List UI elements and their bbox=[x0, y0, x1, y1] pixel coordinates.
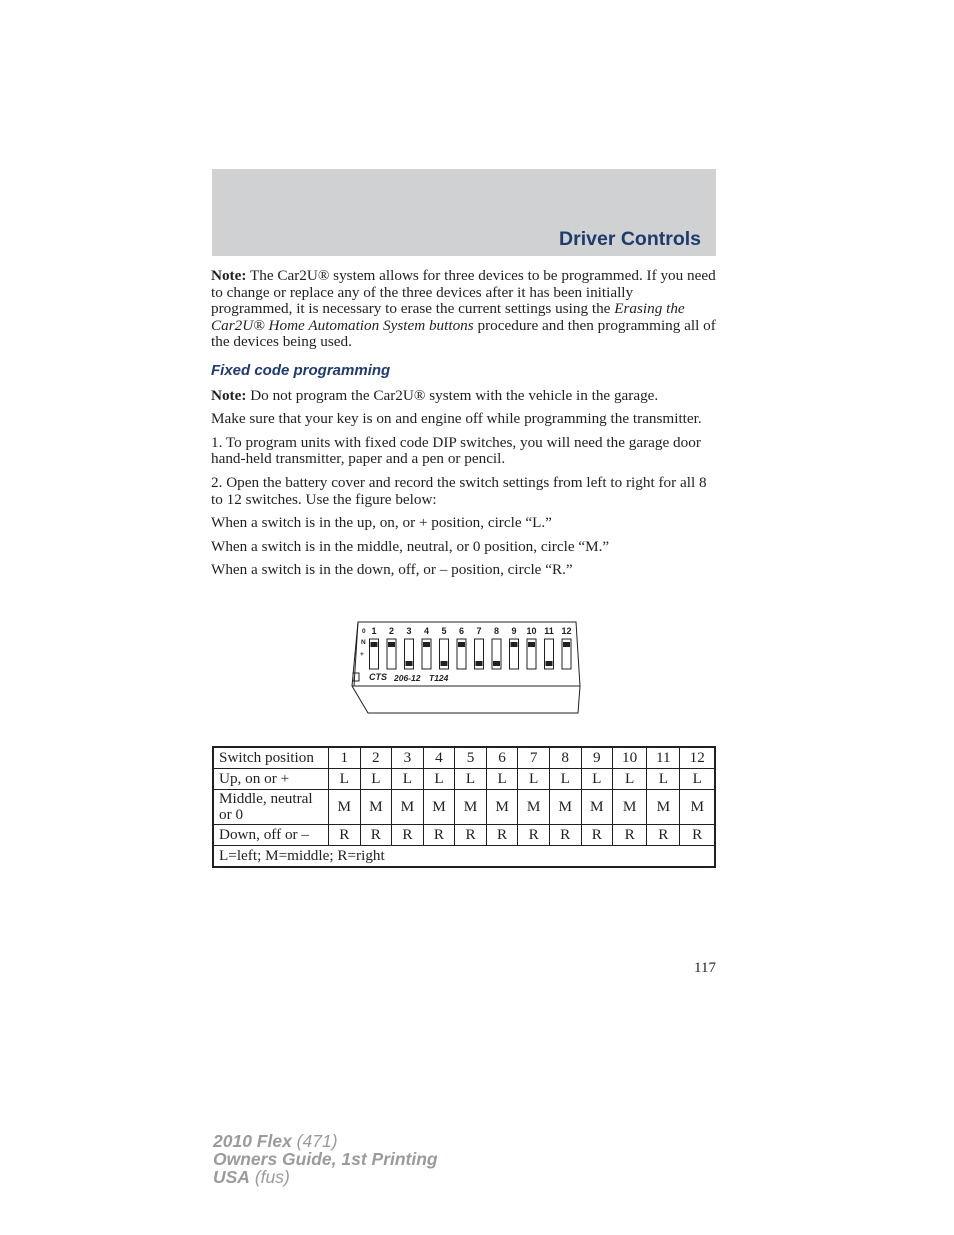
table-cell: R bbox=[680, 825, 715, 846]
switch-number: 8 bbox=[493, 626, 500, 636]
table-cell: M bbox=[392, 790, 424, 825]
switch-knob bbox=[546, 661, 553, 666]
table-cell: L bbox=[581, 769, 613, 790]
switch-side-label: + bbox=[360, 651, 364, 658]
switch-knob bbox=[493, 661, 500, 666]
switch-number: 1 bbox=[371, 626, 377, 636]
table-cell: R bbox=[392, 825, 424, 846]
table-cell: M bbox=[423, 790, 455, 825]
table-cell: R bbox=[613, 825, 647, 846]
table-cell: L bbox=[549, 769, 581, 790]
subheading: Fixed code programming bbox=[211, 361, 391, 379]
note-emphasis: Erasing the Car2U® Home Automation System buttons bbox=[211, 300, 685, 334]
switch-number: 7 bbox=[476, 626, 482, 636]
table-cell: 5 bbox=[455, 747, 487, 769]
table-cell: M bbox=[518, 790, 550, 825]
body-content bbox=[211, 268, 717, 586]
switch-knob bbox=[563, 642, 570, 647]
table-cell: M bbox=[647, 790, 680, 825]
model-label: 206-12 bbox=[394, 673, 421, 683]
table-cell: R bbox=[581, 825, 613, 846]
table-cell: R bbox=[423, 825, 455, 846]
switch-knob bbox=[423, 642, 430, 647]
body-paragraph: Make sure that your key is on and engine off while programming the transmitter. bbox=[211, 410, 702, 428]
row-label: Middle, neutral or 0 bbox=[213, 790, 329, 825]
footer-model-code: (471) bbox=[291, 1131, 338, 1151]
switch-number: 9 bbox=[511, 626, 517, 636]
table-cell: L bbox=[680, 769, 715, 790]
table-row bbox=[213, 825, 715, 846]
table-cell: R bbox=[518, 825, 550, 846]
note-paragraph bbox=[211, 268, 717, 351]
table-cell: L bbox=[613, 769, 647, 790]
switch-number: 3 bbox=[406, 626, 412, 636]
row-label: Down, off or – bbox=[213, 825, 329, 846]
table-cell: 2 bbox=[360, 747, 392, 769]
note-text-a: The Car2U® system allows for three devices to be programmed. If you need to change or replace any of the three devices after it has been initially programmed, it is necessary to erase the current settings using the bbox=[211, 267, 716, 318]
row-label: Switch position bbox=[213, 747, 329, 769]
table-cell: R bbox=[486, 825, 518, 846]
table-cell: L bbox=[486, 769, 518, 790]
table-cell: 11 bbox=[647, 747, 680, 769]
step-paragraph: 1. To program units with fixed code DIP switches, you will need the garage door hand-held transmitter, paper and a pen or pencil. bbox=[211, 433, 701, 468]
note-label: Note: bbox=[211, 267, 247, 284]
table-note: L=left; M=middle; R=right bbox=[213, 846, 715, 868]
switch-number: 6 bbox=[458, 626, 465, 636]
switch-number: 5 bbox=[441, 626, 447, 636]
table-cell: L bbox=[455, 769, 487, 790]
table-cell: L bbox=[647, 769, 680, 790]
instruction-paragraph: When a switch is in the down, off, or – position, circle “R.” bbox=[211, 561, 573, 579]
table-cell: 9 bbox=[581, 747, 613, 769]
switch-number: 12 bbox=[561, 626, 572, 636]
table-cell: R bbox=[329, 825, 361, 846]
table-cell: 12 bbox=[680, 747, 715, 769]
code-label: T124 bbox=[429, 673, 449, 683]
switch-knob bbox=[528, 642, 535, 647]
step-paragraph: 2. Open the battery cover and record the switch settings from left to right for all 8 to 12 switches. Use the figure below: bbox=[211, 473, 707, 508]
table-cell: M bbox=[581, 790, 613, 825]
table-cell: 6 bbox=[486, 747, 518, 769]
table-cell: M bbox=[329, 790, 361, 825]
table-row bbox=[213, 769, 715, 790]
table-cell: 4 bbox=[423, 747, 455, 769]
footer-model: 2010 Flex bbox=[213, 1131, 292, 1151]
note-garage-paragraph bbox=[211, 388, 717, 405]
table-cell: L bbox=[329, 769, 361, 790]
row-label: Up, on or + bbox=[213, 769, 329, 790]
switch-knob bbox=[371, 642, 378, 647]
table-cell: 1 bbox=[329, 747, 361, 769]
footer-market: USA bbox=[213, 1167, 250, 1187]
switch-knob bbox=[476, 661, 483, 666]
table-cell: R bbox=[647, 825, 680, 846]
switch-knob bbox=[388, 642, 395, 647]
table-cell: M bbox=[549, 790, 581, 825]
footer-printing: Owners Guide, 1st Printing bbox=[213, 1149, 438, 1169]
dip-switch-figure bbox=[350, 618, 582, 716]
table-cell: R bbox=[360, 825, 392, 846]
footer-market-code: (fus) bbox=[249, 1167, 290, 1187]
switch-number: 10 bbox=[526, 626, 537, 636]
switch-position-table bbox=[212, 746, 716, 868]
note-text-b: procedure and then programming all of the devices being used. bbox=[211, 316, 716, 351]
page-number: 117 bbox=[694, 960, 716, 976]
switch-number: 11 bbox=[544, 626, 554, 636]
table-cell: L bbox=[360, 769, 392, 790]
table-cell: L bbox=[392, 769, 424, 790]
switch-knob bbox=[458, 642, 465, 647]
table-cell: M bbox=[613, 790, 647, 825]
switch-knob bbox=[511, 642, 518, 647]
table-cell: L bbox=[518, 769, 550, 790]
footer bbox=[213, 1132, 438, 1186]
table-cell: M bbox=[455, 790, 487, 825]
instruction-paragraph: When a switch is in the middle, neutral, or 0 position, circle “M.” bbox=[211, 537, 610, 555]
table-cell: M bbox=[680, 790, 715, 825]
note-text: Do not program the Car2U® system with the vehicle in the garage. bbox=[246, 386, 659, 404]
table-cell: 7 bbox=[518, 747, 550, 769]
switch-side-label: 0 bbox=[362, 628, 366, 635]
switch-knob bbox=[406, 661, 413, 666]
table-cell: 10 bbox=[613, 747, 647, 769]
brand-label: CTS bbox=[369, 672, 387, 682]
table-row bbox=[213, 790, 715, 825]
switch-knob bbox=[441, 661, 448, 666]
table-cell: 3 bbox=[392, 747, 424, 769]
header-band bbox=[212, 169, 716, 256]
table-cell: R bbox=[455, 825, 487, 846]
table-cell: M bbox=[360, 790, 392, 825]
note-label: Note: bbox=[211, 386, 247, 404]
table-note-row bbox=[213, 846, 715, 868]
switch-number: 2 bbox=[388, 626, 395, 636]
switch-side-label: N bbox=[361, 639, 366, 646]
table-cell: L bbox=[423, 769, 455, 790]
instruction-paragraph: When a switch is in the up, on, or + position, circle “L.” bbox=[211, 514, 552, 532]
table-row bbox=[213, 747, 715, 769]
table-cell: 8 bbox=[549, 747, 581, 769]
table-cell: M bbox=[486, 790, 518, 825]
switch-number: 4 bbox=[423, 626, 430, 636]
table-cell: R bbox=[549, 825, 581, 846]
section-title: Driver Controls bbox=[559, 228, 701, 250]
